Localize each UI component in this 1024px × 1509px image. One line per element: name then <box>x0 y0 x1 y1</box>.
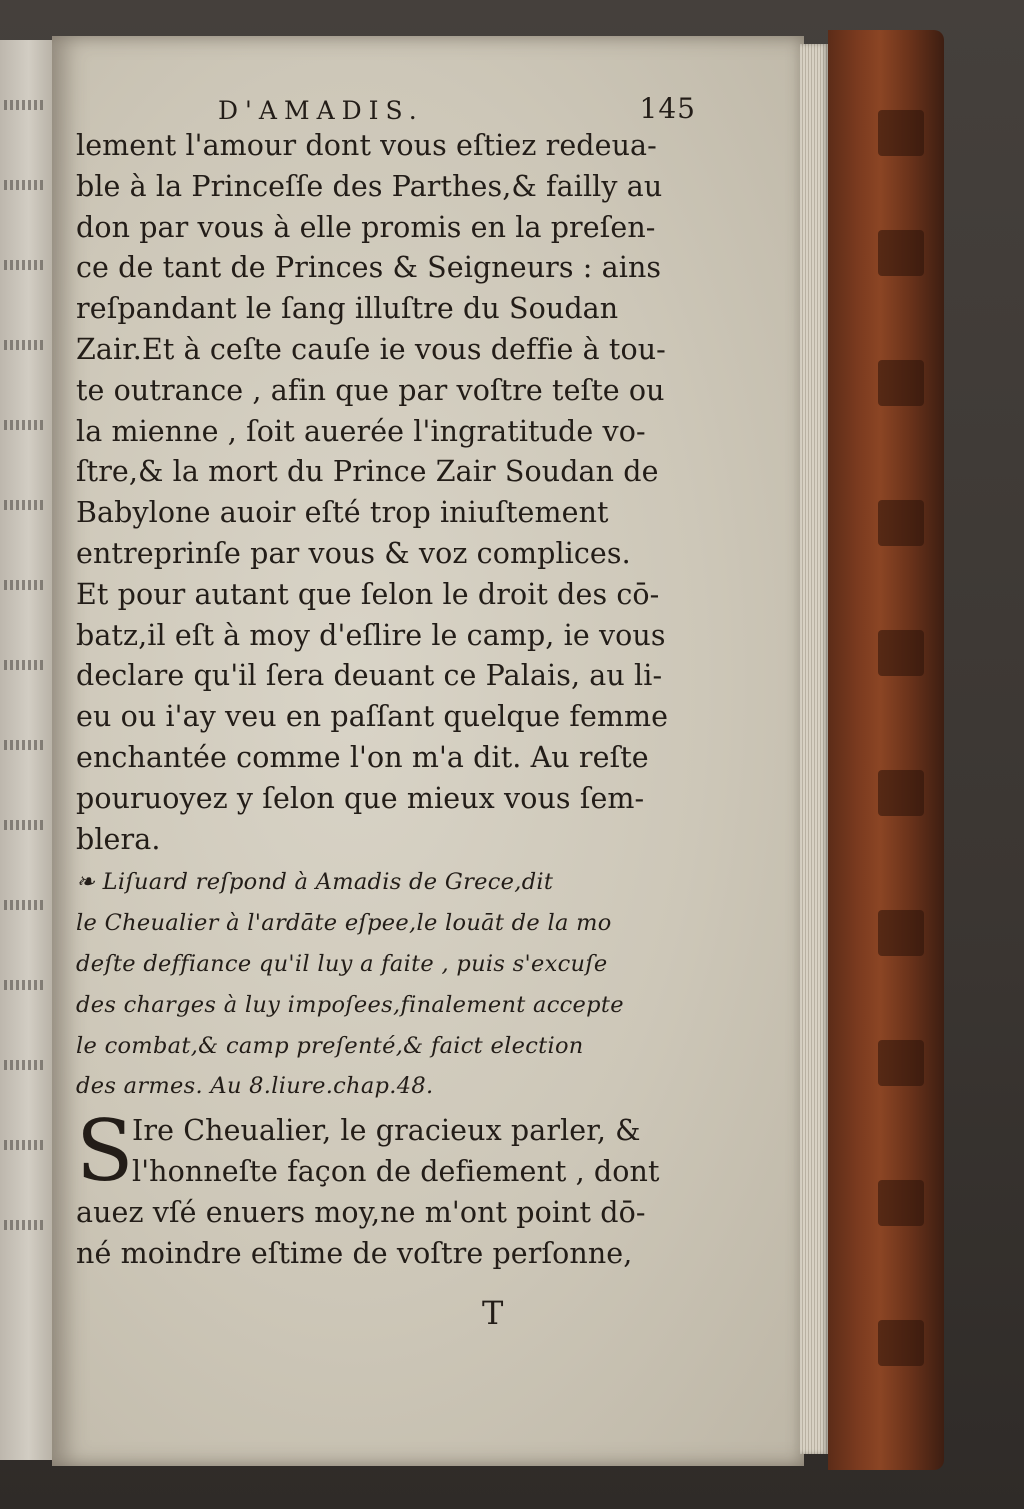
bleed-through-text <box>4 260 46 270</box>
bleed-through-text <box>4 1140 46 1150</box>
drop-cap: S <box>76 1102 134 1201</box>
bleed-through-text <box>4 740 46 750</box>
summary-line: le Cheualier à l'ardāte eſpee,le louāt de la mo <box>76 910 612 937</box>
bleed-through-text <box>4 420 46 430</box>
text-line: blera. <box>76 822 161 856</box>
bleed-through-text <box>4 1060 46 1070</box>
text-line: batz,il eſt à moy d'eſlire le camp, ie vous <box>76 618 666 652</box>
binding-mottle <box>878 110 924 156</box>
text-line: pouruoyez y ſelon que mieux vous ſem- <box>76 781 645 815</box>
binding-mottle <box>878 910 924 956</box>
bleed-through-text <box>4 820 46 830</box>
summary-line: le combat,& camp preſenté,& faict election <box>76 1032 584 1059</box>
bleed-through-text <box>4 500 46 510</box>
text-line: l'honneſte façon de defiement , dont <box>132 1154 660 1188</box>
binding-mottle <box>878 630 924 676</box>
body-text <box>76 126 726 860</box>
text-line: ble à la Princeſſe des Parthes,& failly au <box>76 169 663 203</box>
binding-mottle <box>878 230 924 276</box>
binding-mottle <box>878 500 924 546</box>
bleed-through-text <box>4 980 46 990</box>
text-line: te outrance , afin que par voſtre teſte ou <box>76 373 665 407</box>
page-number: 145 <box>639 92 696 125</box>
binding-mottle <box>878 1180 924 1226</box>
summary-line: ❧ Liſuard reſpond à Amadis de Grece,dit <box>76 869 554 896</box>
binding-mottle <box>878 1040 924 1086</box>
text-line: enchantée comme l'on m'a dit. Au reſte <box>76 740 649 774</box>
bleed-through-text <box>4 180 46 190</box>
binding-mottle <box>878 360 924 406</box>
text-line: Zair.Et à ceſte cauſe ie vous deffie à tou- <box>76 332 666 366</box>
text-line: né moindre eſtime de voſtre perſonne, <box>76 1236 633 1270</box>
page-text <box>76 86 726 1274</box>
text-line: Babylone auoir eſté trop iniuſtement <box>76 496 609 530</box>
summary-line: des armes. Au 8.liure.chap.48. <box>76 1073 434 1100</box>
bleed-through-text <box>4 580 46 590</box>
bleed-through-text <box>4 1220 46 1230</box>
text-line: la mienne , ſoit auerée l'ingratitude vo- <box>76 414 646 448</box>
text-line: eu ou i'ay veu en paſſant quelque femme <box>76 700 669 734</box>
text-line: auez vſé enuers moy,ne m'ont point dō- <box>76 1195 646 1229</box>
signature-mark: T <box>482 1294 504 1332</box>
text-line: declare qu'il ſera deuant ce Palais, au li- <box>76 659 663 693</box>
page-fore-edge <box>800 44 828 1454</box>
chapter-opening <box>76 1102 726 1274</box>
bleed-through-text <box>4 100 46 110</box>
bleed-through-text <box>4 340 46 350</box>
text-line: ce de tant de Princes & Seigneurs : ains <box>76 251 662 285</box>
text-line: entreprinſe par vous & voz complices. <box>76 536 631 570</box>
summary-line: deſte deffiance qu'il luy a faite , puis s'excuſe <box>76 950 608 977</box>
bleed-through-text <box>4 900 46 910</box>
binding-mottle <box>878 1320 924 1366</box>
summary-line: des charges à luy impoſees,finalement accepte <box>76 991 624 1018</box>
text-line: Ire Cheualier, le gracieux parler, & <box>132 1114 641 1148</box>
text-line: ſtre,& la mort du Prince Zair Soudan de <box>76 455 659 489</box>
text-line: lement l'amour dont vous eſtiez redeua- <box>76 129 657 162</box>
text-line: reſpandant le ſang illuſtre du Soudan <box>76 292 619 326</box>
bleed-through-text <box>4 660 46 670</box>
text-line: Et pour autant que ſelon le droit des cō- <box>76 577 660 611</box>
running-title: D'AMADIS. <box>218 96 424 125</box>
facing-page-edge <box>0 40 54 1460</box>
running-head <box>76 86 726 126</box>
chapter-summary <box>76 862 726 1107</box>
binding-mottle <box>878 770 924 816</box>
leather-binding <box>828 30 944 1470</box>
text-line: don par vous à elle promis en la preſen- <box>76 210 656 244</box>
